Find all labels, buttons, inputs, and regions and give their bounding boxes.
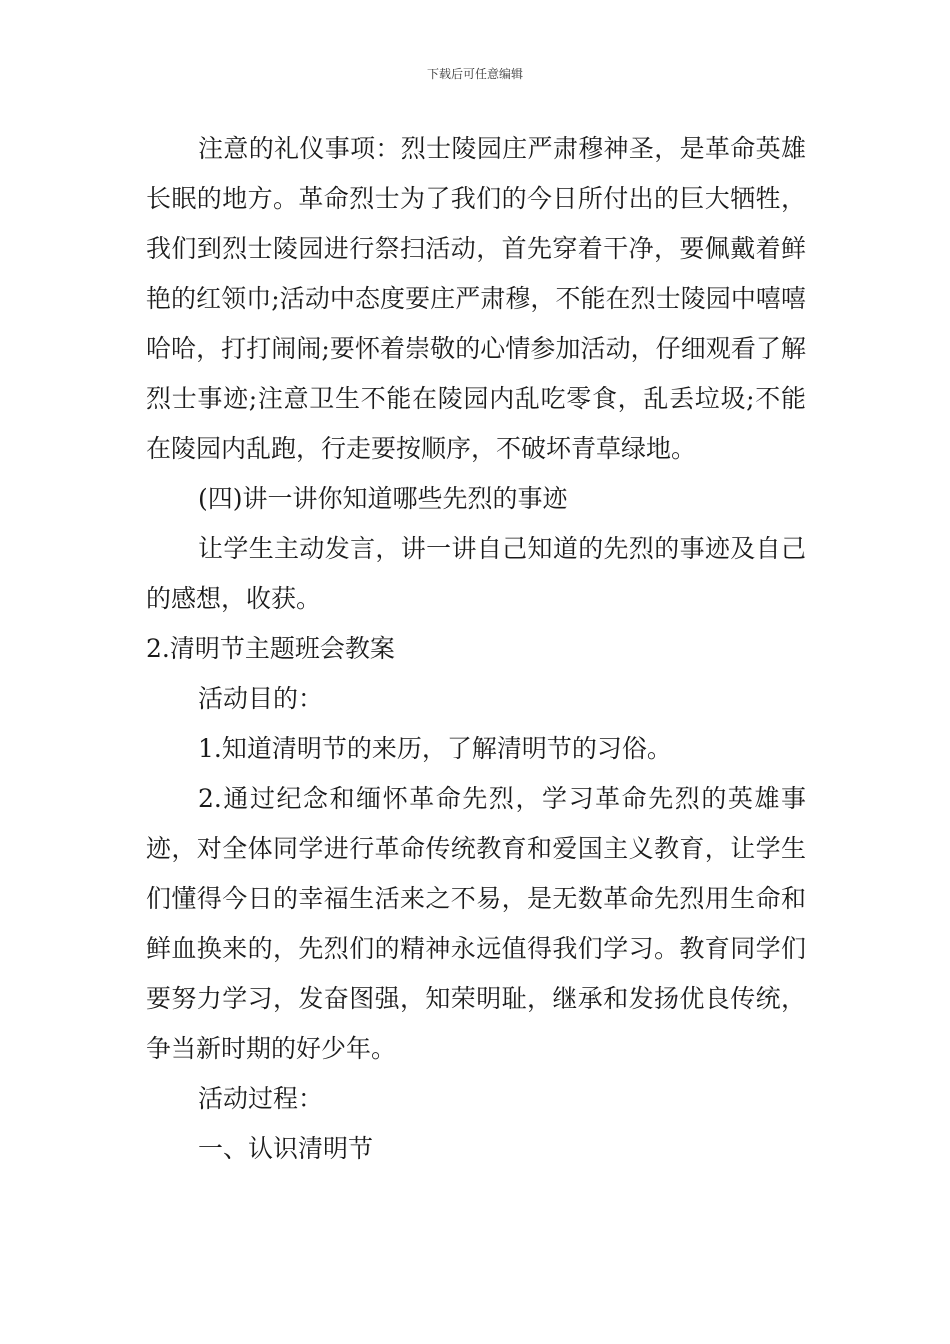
heading-know-qingming: 一、认识清明节 [198, 1134, 374, 1163]
section-title-class-meeting-plan: 2.清明节主题班会教案 [146, 634, 395, 663]
heading-activity-process: 活动过程： [198, 1084, 324, 1113]
section-heading-martyr-stories: (四)讲一讲你知道哪些先烈的事迹 [198, 484, 568, 513]
paragraph-etiquette: 注意的礼仪事项：烈士陵园庄严肃穆神圣，是革命英雄长眠的地方。革命烈士为了我们的今日所付出的巨大牺牲，我们到烈士陵园进行祭扫活动，首先穿着干净，要佩戴着鲜艳的红领巾;活动中态度要庄严肃穆，不能在烈士陵园中嘻嘻哈哈，打打闹闹;要怀着崇敬的心情参加活动，仔细观看了解烈士事迹;注意卫生不能在陵园内乱吃零食，乱丢垃圾;不能在陵园内乱跑，行走要按顺序，不破坏青草绿地。 [146, 134, 806, 463]
goal-item-2: 2.通过纪念和缅怀革命先烈，学习革命先烈的英雄事迹，对全体同学进行革命传统教育和爱国主义教育，让学生们懂得今日的幸福生活来之不易，是无数革命先烈用生命和鲜血换来的，先烈们的精神永远值得我们学习。教育同学们要努力学习，发奋图强，知荣明耻，继承和发扬优良传统，争当新时期的好少年。 [146, 784, 806, 1063]
goal-item-1: 1.知道清明节的来历，了解清明节的习俗。 [198, 734, 672, 763]
document-body [146, 124, 806, 1174]
paragraph-student-speech: 让学生主动发言，讲一讲自己知道的先烈的事迹及自己的感想，收获。 [146, 534, 806, 613]
page-header-note: 下载后可任意编辑 [426, 67, 523, 81]
heading-activity-goals: 活动目的： [198, 684, 324, 713]
